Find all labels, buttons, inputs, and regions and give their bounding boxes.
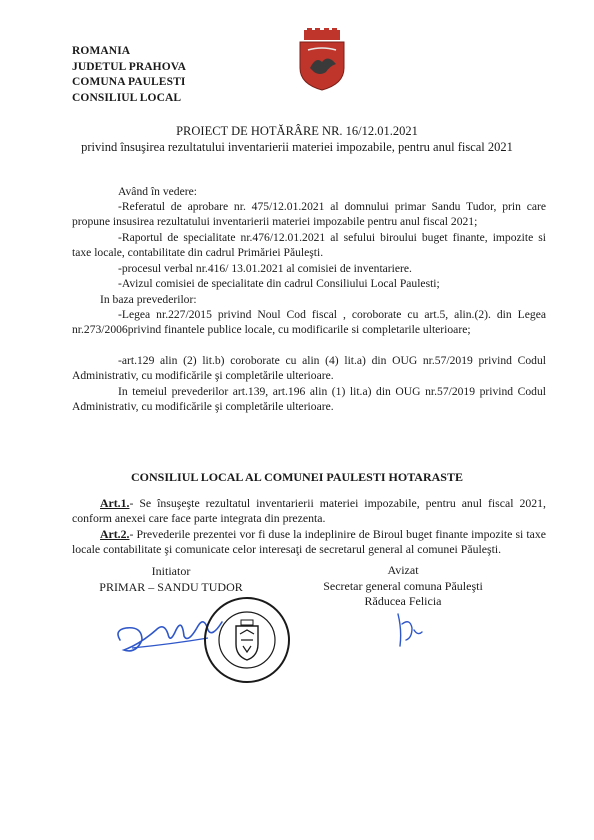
legal-basis-item: -Legea nr.227/2015 privind Noul Cod fiscal , coroborate cu art.5, alin.(2). din Legea nr.273/2006privind finantele publice locale, cu modificarile si completarile ulterioare; — [72, 308, 546, 337]
article-2 — [72, 527, 546, 558]
header-council: CONSILIUL LOCAL — [72, 91, 182, 104]
endorsement-signature-block — [318, 563, 488, 610]
article-2-text: - Prevederile prezentei vor fi duse la indeplinire de Biroul buget finante impozite si taxe locale contabilitate şi comunicate celor interesaţi de secretarul general al comunei Păuleşti. — [72, 527, 546, 557]
considerent-item: -Raportul de specialitate nr.476/12.01.2021 al sefului biroului buget finante, impozite si taxe locale, contabilitate din cadrul Primăriei Păuleşti. — [72, 231, 546, 260]
document-subtitle: privind însuşirea rezultatului inventarierii materiei impozabile, pentru anul fiscal 2021 — [81, 140, 513, 154]
legal-basis-heading: In baza prevederilor: — [100, 293, 197, 306]
official-stamp-icon — [203, 596, 291, 684]
legal-basis-item: -art.129 alin (2) lit.b) coroborate cu alin (4) lit.a) din OUG nr.57/2019 privind Codul Administrativ, cu modificările şi completările ulterioare. — [72, 354, 546, 383]
coat-of-arms-icon — [296, 28, 348, 92]
article-1-label: Art.1. — [100, 496, 130, 510]
secretary-signature-icon — [392, 610, 426, 650]
considerent-item: -Avizul comisiei de specialitate din cadrul Consiliului Local Paulesti; — [118, 277, 440, 290]
endorsement-name: Răducea Felicia — [364, 594, 442, 608]
legal-basis-item: In temeiul prevederilor art.139, art.196 alin (1) lit.a) din OUG nr.57/2019 privind Codul Administrativ, cu modificările şi completările ulterioare. — [72, 385, 546, 414]
intro-text: Având în vedere: — [118, 185, 197, 198]
article-1-text: - Se însuşeşte rezultatul inventarierii materiei impozabile, pentru anul fiscal 2021, conform anexei care face parte integrata din prezenta. — [72, 496, 546, 526]
initiator-role: Initiator — [151, 564, 191, 578]
considerent-item: -procesul verbal nr.416/ 13.01.2021 al comisiei de inventariere. — [118, 262, 412, 275]
initiator-signature-block — [96, 563, 246, 595]
decision-heading: CONSILIUL LOCAL AL COMUNEI PAULESTI HOTARASTE — [131, 470, 463, 484]
endorsement-role: Avizat — [387, 563, 419, 577]
article-2-label: Art.2. — [100, 527, 130, 541]
header-commune: COMUNA PAULESTI — [72, 76, 186, 88]
considerent-item: -Referatul de aprobare nr. 475/12.01.2021 al domnului primar Sandu Tudor, prin care propune insusirea rezultatului inventarierii materiei impozabile pentru anul fiscal 2021; — [72, 200, 546, 229]
endorsement-title: Secretar general comuna Păuleşti — [323, 578, 483, 593]
issuer-header — [72, 44, 186, 106]
initiator-name: PRIMAR – SANDU TUDOR — [99, 580, 243, 594]
header-country: ROMANIA — [72, 45, 131, 57]
document-title: PROIECT DE HOTĂRÂRE NR. 16/12.01.2021 — [176, 124, 418, 138]
header-county: JUDETUL PRAHOVA — [72, 60, 187, 73]
article-1 — [72, 496, 546, 527]
